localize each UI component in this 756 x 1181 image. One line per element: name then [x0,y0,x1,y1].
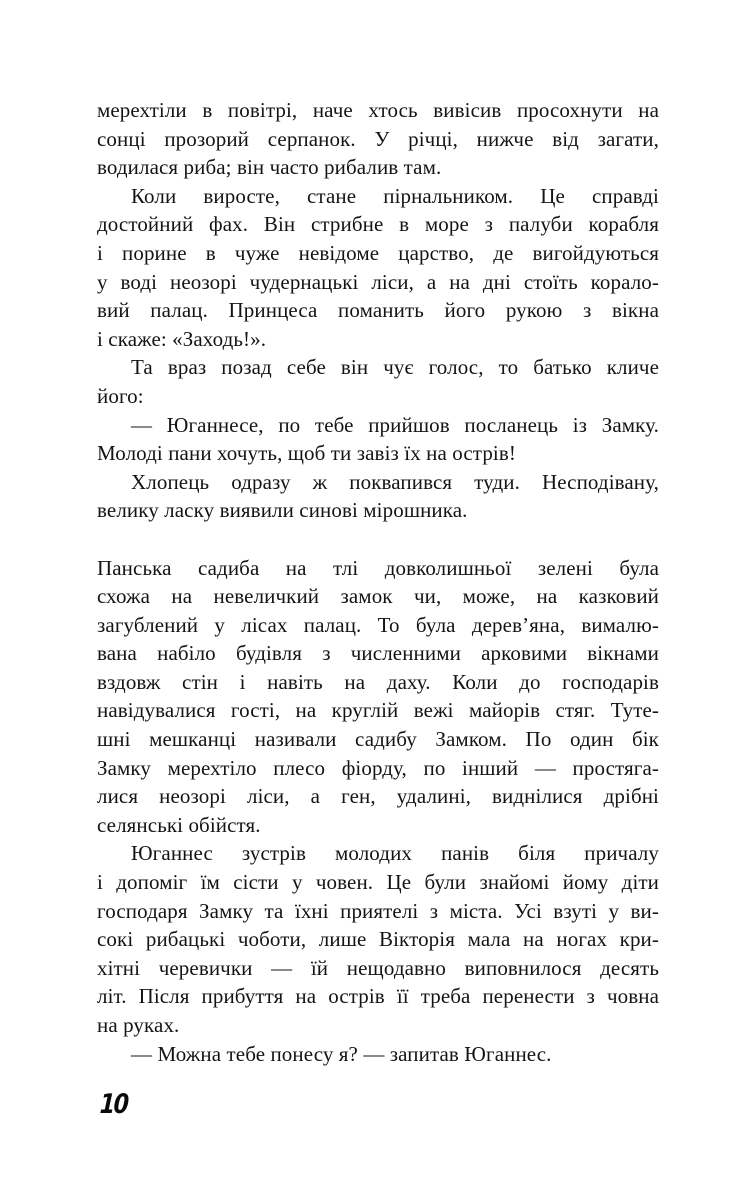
text-line: Юганнес зустрів молодих панів біля причалу [131,841,659,866]
text-line: сонці прозорий серпанок. У річці, нижче від загати, [97,126,659,151]
paragraph [97,839,659,1039]
text-line: вздовж стін і навіть на даху. Коли до господарів [97,669,659,694]
text-block [97,96,659,1068]
text-line: хітні черевички — їй нещодавно виповнилося десять [97,955,659,980]
text-line: сокі рибацькі чоботи, лише Вікторія мала на ногах кри- [97,927,659,952]
text-line: і допоміг їм сісти у човен. Це були знайомі йому діти [97,870,659,895]
text-line: загублений у лісах палац. То була дерев’яна, вималю- [97,612,659,637]
text-line: Коли виросте, стане пірнальником. Це справді [131,183,659,208]
paragraph [97,353,659,410]
text-line: його: [97,383,144,408]
text-line: господаря Замку та їхні приятелі з міста. Усі взуті у ви- [97,898,659,923]
paragraph [97,96,659,182]
paragraph [97,468,659,525]
text-line: мерехтіли в повітрі, наче хтось вивісив просохнути на [97,98,659,122]
text-line: Замку мерехтіло плесо фіорду, по інший — простяга- [97,755,659,780]
text-line: навідувалися гості, на круглій вежі майорів стяг. Туте- [97,698,659,723]
text-line: і порине в чуже невідоме царство, де вигойдуються [97,240,659,265]
text-line: Панська садиба на тлі довколишньої зелені була [97,555,659,580]
text-line: схожа на невеличкий замок чи, може, на казковий [97,584,659,609]
text-line: і скаже: «Заходь!». [97,326,267,351]
text-line: літ. Після прибуття на острів її треба перенести з човна [97,984,659,1009]
text-line: вана набіло будівля з численними арковими вікнами [97,641,659,666]
text-line: — Юганнесе, по тебе прийшов посланець із Замку. [131,412,659,437]
text-line: Хлопець одразу ж поквапився туди. Несподівану, [131,469,659,494]
page-number: 10 [99,1089,129,1120]
text-line: достойний фах. Він стрибне в море з палуби корабля [97,212,659,237]
text-line: водилася риба; він часто рибалив там. [97,155,442,180]
text-line: лися неозорі ліси, а ген, удалині, виднілися дрібні [97,784,659,809]
text-line: Молоді пани хочуть, щоб ти завіз їх на острів! [97,441,516,466]
text-line: селянські обійстя. [97,812,261,837]
text-line: на руках. [97,1013,180,1037]
text-line: шні мешканці називали садибу Замком. По один бік [97,727,659,752]
text-line: Та враз позад себе він чує голос, то батько кличе [131,355,659,380]
text-line: велику ласку виявили синові мірошника. [97,498,468,523]
paragraph [97,411,659,468]
paragraph [97,554,659,840]
text-line: у воді неозорі чудернацькі ліси, а на дні стоїть корало- [97,269,659,294]
paragraph [97,182,659,354]
text-line: — Можна тебе понесу я? — запитав Юганнес. [131,1041,552,1066]
paragraph [97,1040,659,1069]
text-line: вий палац. Принцеса поманить його рукою з вікна [97,298,659,323]
